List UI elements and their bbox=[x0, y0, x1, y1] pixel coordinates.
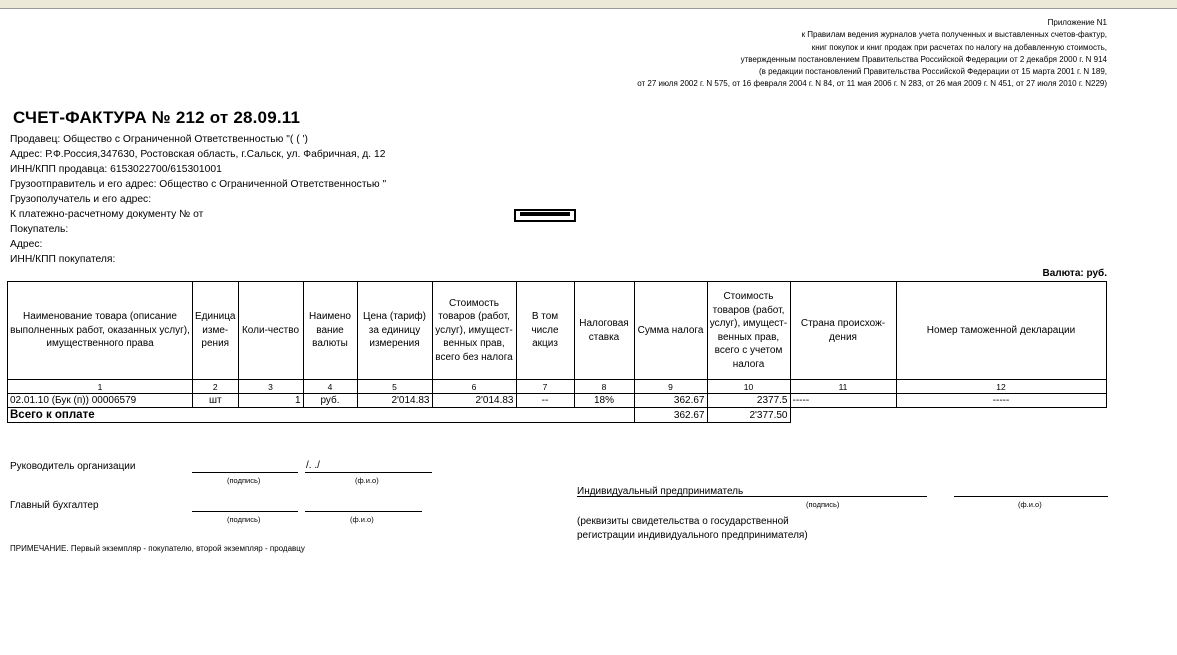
accountant-sign-line bbox=[192, 511, 298, 512]
col-header-currency: Наимено вание валюты bbox=[303, 282, 357, 380]
col-header-cost: Стоимость товаров (работ, услуг), имущест-венных прав, всего без налога bbox=[432, 282, 516, 380]
entrepreneur-label: Индивидуальный предприниматель bbox=[577, 486, 744, 497]
cell-name: 02.01.10 (Бук (п)) 00006579 bbox=[8, 394, 193, 408]
cell-excise: -- bbox=[516, 394, 574, 408]
cell-currency: руб. bbox=[303, 394, 357, 408]
accountant-label: Главный бухгалтер bbox=[10, 500, 99, 511]
appendix-line: от 27 июля 2002 г. N 575, от 16 февраля 2004 г. N 84, от 11 мая 2006 г. N 283, от 26 мая 2009 г. N 451, от 27 июля 2010 г. N229) bbox=[637, 79, 1107, 89]
consignee-line: Грузополучатель и его адрес: bbox=[10, 194, 152, 205]
cell-declaration: ----- bbox=[896, 394, 1106, 408]
appendix-line: Приложение N1 bbox=[1047, 18, 1107, 27]
cell-tax: 362.67 bbox=[634, 394, 707, 408]
seller-line: Продавец: Общество с Ограниченной Ответственностью "( ( ') bbox=[10, 134, 308, 145]
col-number: 10 bbox=[707, 380, 790, 394]
head-sign-caption: (подпись) bbox=[227, 476, 261, 485]
accountant-fio-caption: (ф.и.о) bbox=[350, 515, 374, 524]
col-header-declaration: Номер таможенной декларации bbox=[896, 282, 1106, 380]
col-header-total: Стоимость товаров (работ, услуг), имущест-венных прав, всего с учетом налога bbox=[707, 282, 790, 380]
head-fio-line bbox=[305, 472, 432, 473]
table-row bbox=[8, 394, 1107, 408]
entrepreneur-fio-caption: (ф.и.о) bbox=[1018, 500, 1042, 509]
col-header-qty: Коли-чество bbox=[238, 282, 303, 380]
table-number-row bbox=[8, 380, 1107, 394]
total-row bbox=[8, 408, 1107, 423]
appendix-line: утвержденным постановлением Правительства Российской Федерации от 2 декабря 2000 г. N 914 bbox=[740, 54, 1107, 64]
redacted-box bbox=[514, 209, 576, 222]
col-number: 12 bbox=[896, 380, 1106, 394]
invoice-table bbox=[7, 281, 1107, 423]
footnote: ПРИМЕЧАНИЕ. Первый экземпляр - покупателю, второй экземпляр - продавцу bbox=[10, 544, 305, 553]
requisites-line-2: регистрации индивидуального предпринимателя) bbox=[577, 530, 808, 541]
appendix-line: книг покупок и книг продаж при расчетах по налогу на добавленную стоимость, bbox=[811, 42, 1107, 52]
cell-unit: шт bbox=[193, 394, 239, 408]
col-number: 2 bbox=[193, 380, 239, 394]
entrepreneur-sign-caption: (подпись) bbox=[806, 500, 840, 509]
entrepreneur-sign-line bbox=[577, 496, 927, 497]
col-number: 1 bbox=[8, 380, 193, 394]
buyer-inn: ИНН/КПП покупателя: bbox=[10, 254, 116, 265]
col-number: 9 bbox=[634, 380, 707, 394]
accountant-fio-line bbox=[305, 511, 422, 512]
buyer-address: Адрес: bbox=[10, 239, 43, 250]
requisites-line-1: (реквизиты свидетельства о государственной bbox=[577, 516, 789, 527]
invoice-title: СЧЕТ-ФАКТУРА № 212 от 28.09.11 bbox=[13, 108, 301, 127]
col-number: 6 bbox=[432, 380, 516, 394]
payment-doc-line: К платежно-расчетному документу № от bbox=[10, 209, 204, 220]
head-fio-caption: (ф.и.о) bbox=[355, 476, 379, 485]
head-label: Руководитель организации bbox=[10, 461, 136, 472]
total-label: Всего к оплате bbox=[8, 408, 635, 423]
head-name: /. ./ bbox=[306, 460, 320, 471]
col-header-excise: В том числе акциз bbox=[516, 282, 574, 380]
buyer-line: Покупатель: bbox=[10, 224, 69, 235]
window-top-strip bbox=[0, 0, 1177, 9]
col-header-rate: Налоговая ставка bbox=[574, 282, 634, 380]
appendix-note bbox=[637, 17, 1107, 91]
col-number: 4 bbox=[303, 380, 357, 394]
cell-cost: 2'014.83 bbox=[432, 394, 516, 408]
col-header-name: Наименование товара (описание выполненных работ, оказанных услуг), имущественного права bbox=[8, 282, 193, 380]
cell-price: 2'014.83 bbox=[357, 394, 432, 408]
currency-label: Валюта: руб. bbox=[1042, 268, 1107, 279]
appendix-line: (в редакции постановлений Правительства Российской Федерации от 15 марта 2001 г. N 189, bbox=[758, 67, 1107, 77]
col-number: 11 bbox=[790, 380, 896, 394]
col-header-unit: Единица изме-рения bbox=[193, 282, 239, 380]
col-header-country: Страна происхож-дения bbox=[790, 282, 896, 380]
accountant-sign-caption: (подпись) bbox=[227, 515, 261, 524]
cell-rate: 18% bbox=[574, 394, 634, 408]
shipper-line: Грузоотправитель и его адрес: Общество с Ограниченной Ответственностью " bbox=[10, 179, 387, 190]
total-tax: 362.67 bbox=[634, 408, 707, 423]
col-number: 5 bbox=[357, 380, 432, 394]
cell-country: ----- bbox=[790, 394, 896, 408]
entrepreneur-fio-line bbox=[954, 496, 1108, 497]
col-header-price: Цена (тариф) за единицу измерения bbox=[357, 282, 432, 380]
col-header-tax: Сумма налога bbox=[634, 282, 707, 380]
col-number: 3 bbox=[238, 380, 303, 394]
cell-total: 2377.5 bbox=[707, 394, 790, 408]
total-sum: 2'377.50 bbox=[707, 408, 790, 423]
table-header-row bbox=[8, 282, 1107, 380]
cell-qty: 1 bbox=[238, 394, 303, 408]
appendix-line: к Правилам ведения журналов учета полученных и выставленных счетов-фактур, bbox=[801, 30, 1107, 40]
seller-inn: ИНН/КПП продавца: 6153022700/615301001 bbox=[10, 164, 222, 175]
col-number: 7 bbox=[516, 380, 574, 394]
seller-address: Адрес: Р.Ф.Россия,347630, Ростовская область, г.Сальск, ул. Фабричная, д. 12 bbox=[10, 149, 386, 160]
col-number: 8 bbox=[574, 380, 634, 394]
head-sign-line bbox=[192, 472, 298, 473]
total-empty bbox=[790, 408, 1106, 423]
